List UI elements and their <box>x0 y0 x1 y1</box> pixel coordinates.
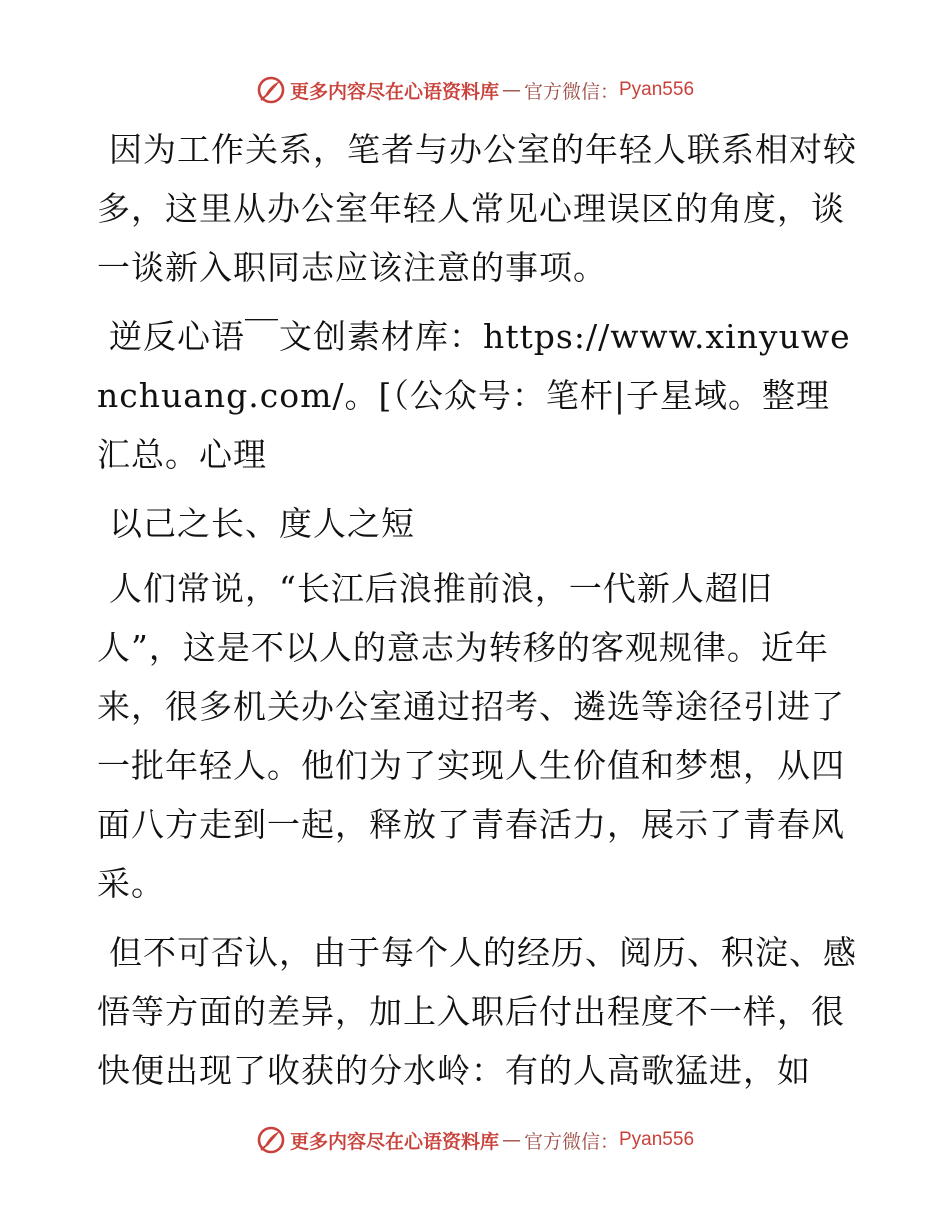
footer-watermark <box>0 1120 950 1160</box>
watermark-separator: — <box>501 79 521 101</box>
feather-logo-icon <box>256 75 286 105</box>
paragraph-differences: 但不可否认，由于每个人的经历、阅历、积淀、感悟等方面的差异，加上入职后付出程度不一样，很快便出现了收获的分水岭：有的人高歌猛进，如 <box>97 933 857 1090</box>
watermark-wechat-label: 官方微信： <box>523 80 619 103</box>
section-heading: 以己之长、度人之短 <box>109 504 415 543</box>
paragraph-young-people: 人们常说，“长江后浪推前浪，一代新人超旧人”，这是不以人的意志为转移的客观规律。近年来，很多机关办公室通过招考、遴选等途径引进了一批年轻人。他们为了实现人生价值和梦想，从四面八方走到一起，释放了青春活力，展示了青春风采。 <box>97 569 845 903</box>
watermark-wechat-id: Pyan556 <box>619 1129 695 1150</box>
watermark-wechat-id: Pyan556 <box>619 79 695 100</box>
watermark-wechat-label: 官方微信： <box>523 1130 619 1153</box>
watermark-separator: — <box>501 1129 521 1151</box>
paragraph-intro: 因为工作关系，笔者与办公室的年轻人联系相对较多，这里从办公室年轻人常见心理误区的角度，谈一谈新入职同志应该注意的事项。 <box>97 130 857 287</box>
watermark-main-text: 更多内容尽在心语资料库 <box>289 1130 499 1153</box>
paragraph-source-note: 逆反心语￣文创素材库：https://www.xinyuwenchuang.com/。[（公众号：笔杆|子星域。整理汇总。心理 <box>97 317 851 474</box>
header-watermark <box>0 70 950 110</box>
feather-logo-icon <box>256 1125 286 1155</box>
watermark-main-text: 更多内容尽在心语资料库 <box>289 80 499 103</box>
document-body <box>97 120 857 1110</box>
